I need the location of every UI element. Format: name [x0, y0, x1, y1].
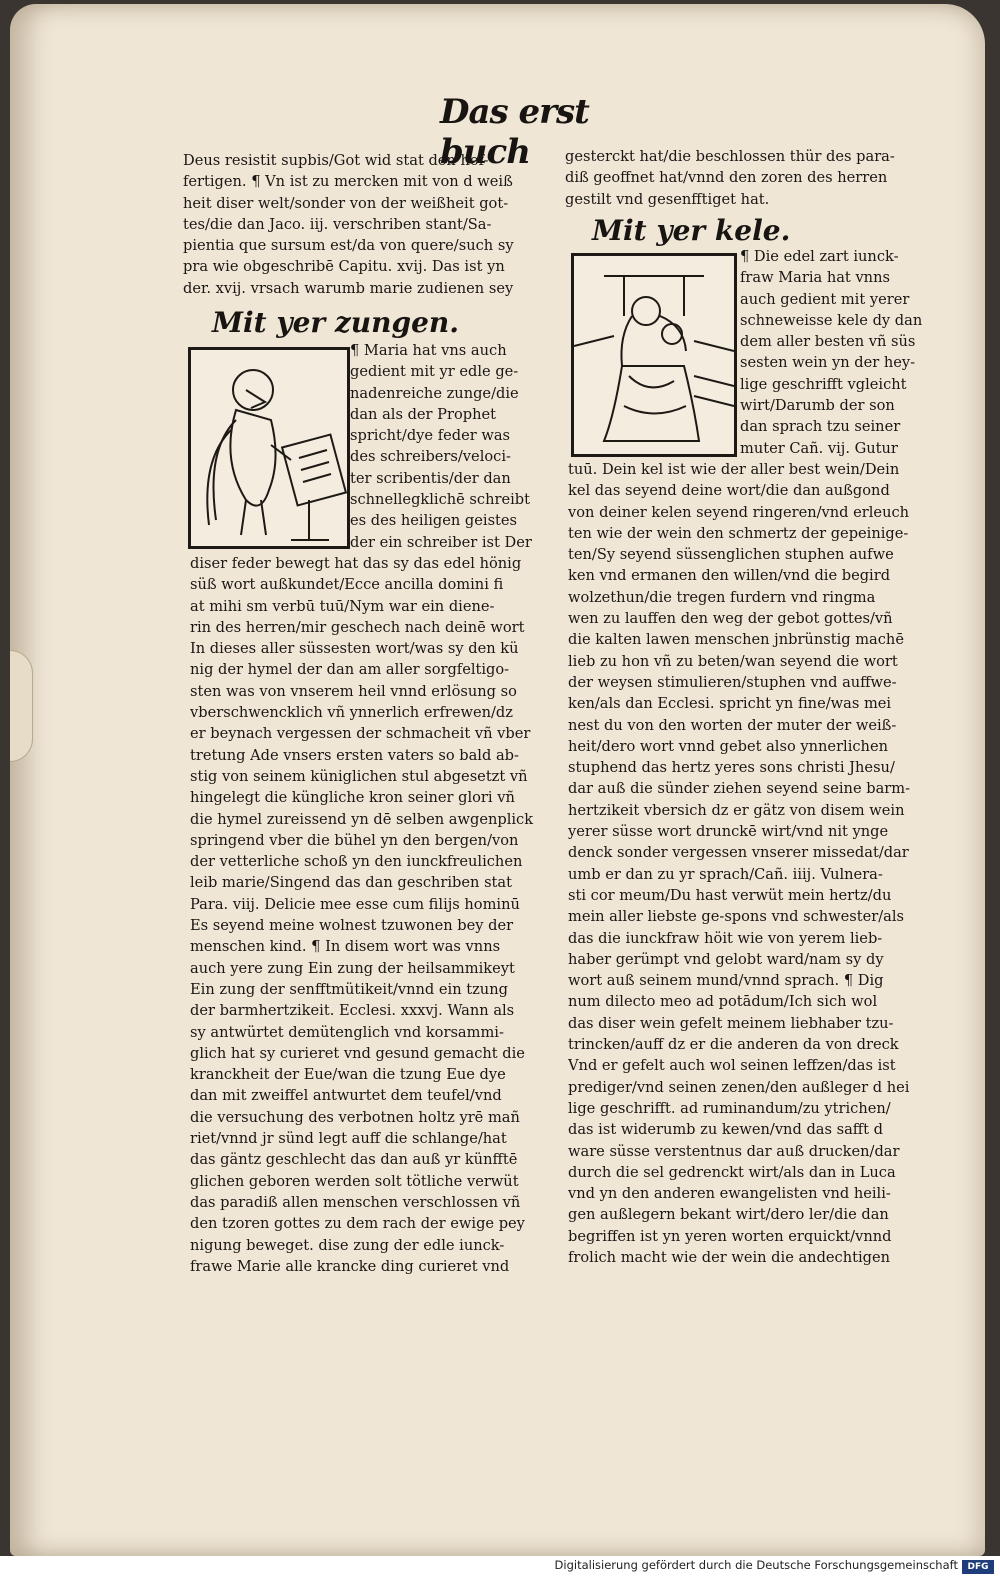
text-line: pientia que sursum est/da von quere/such sy [183, 237, 514, 255]
text-line: fertigen. ¶ Vn ist zu mercken mit von d weiß [183, 173, 513, 191]
text-line: der vetterliche schoß yn den iunckfreulichen [190, 853, 523, 871]
text-line: auch gedient mit yerer [740, 290, 910, 308]
text-line: springend vber die bühel yn den bergen/von [190, 831, 519, 849]
text-line: Es seyend meine wolnest tzuwonen bey der [190, 917, 514, 935]
text-line: es des heiligen geistes [350, 512, 518, 530]
heading-mit-yer-zungen: Mit yer zungen. [212, 306, 460, 339]
text-line: ¶ Maria hat vns auch [350, 342, 507, 359]
text-line: vnd yn den anderen ewangelisten vnd heili- [568, 1185, 891, 1203]
text-line: ter scribentis/der dan [350, 469, 511, 487]
text-line: die kalten lawen menschen jnbrünstig machē [568, 631, 904, 649]
text-line: begriffen ist yn yeren worten erquickt/vnnd [568, 1227, 892, 1245]
text-line: pra wie obgeschribē Capitu. xvij. Das ist yn [183, 258, 505, 276]
left-text-beside-woodcut [350, 340, 545, 553]
text-line: sesten wein yn der hey- [740, 354, 916, 372]
text-line: sy antwürtet demütenglich vnd korsammi- [190, 1023, 504, 1041]
text-line: mein aller liebste ge-spons vnd schwester/als [568, 908, 905, 926]
text-line: wort auß seinem mund/vnnd sprach. ¶ Dig [568, 972, 884, 990]
text-line: muter Cañ. vij. Gutur [740, 439, 898, 457]
text-line: diser feder bewegt hat das sy das edel hönig [190, 555, 522, 572]
text-line: Vnd er gefelt auch wol seinen leffzen/das ist [568, 1057, 896, 1075]
text-line: menschen kind. ¶ In disem wort was vnns [190, 938, 501, 956]
woodcut-virgin-and-child [571, 253, 737, 457]
text-line: glichen geboren werden solt tötliche verwüt [190, 1172, 519, 1190]
text-line: prediger/vnd seinen zenen/den außleger d hei [568, 1078, 910, 1096]
text-line: spricht/dye feder was [350, 427, 511, 445]
right-column-body-text [568, 459, 933, 1268]
text-line: ten/Sy seyend süssenglichen stuphen aufwe [568, 546, 894, 564]
text-line: denck sonder vergessen vnserer missedat/dar [568, 844, 909, 862]
text-line: das diser wein gefelt meinem liebhaber tzu- [568, 1014, 894, 1032]
text-line: des schreibers/veloci- [350, 448, 511, 466]
text-line: wirt/Darumb der son [740, 397, 895, 415]
text-line: dem aller besten vñ süs [740, 333, 916, 351]
text-line: der. xvij. vrsach warumb marie zudienen sey [183, 279, 514, 297]
eagle-illustration [191, 350, 347, 546]
text-line: auch yere zung Ein zung der heilsammikeyt [190, 959, 515, 977]
text-line: von deiner kelen seyend ringeren/vnd erleuch [568, 503, 910, 521]
text-line: süß wort außkundet/Ecce ancilla domini fi [190, 576, 504, 594]
text-line: umb er dan zu yr sprach/Cañ. iiij. Vulnera- [568, 865, 883, 883]
text-line: nig der hymel der dan am aller sorgfeltigo- [190, 661, 510, 679]
text-line: stig von seinem küniglichen stul abgesetzt vñ [190, 767, 528, 785]
text-line: gen außlegern bekant wirt/dero ler/die dan [568, 1206, 889, 1224]
text-line: heit/dero wort vnnd gebet also ynnerlichen [568, 737, 888, 755]
text-line: gesterckt hat/die beschlossen thür des para- [565, 148, 895, 165]
text-line: lieb zu hon vñ zu beten/wan seyend die wort [568, 652, 898, 670]
text-line: gestilt vnd gesenfftiget hat. [565, 190, 770, 208]
text-line: Para. viij. Delicie mee esse cum filijs hominū [190, 895, 520, 913]
woodcut-eagle-evangelist [188, 347, 350, 549]
text-line: dar auß die sünder ziehen seyend seine barm- [568, 780, 911, 798]
text-line: dan als der Prophet [350, 405, 496, 423]
madonna-illustration [574, 256, 734, 454]
dfg-logo: DFG [962, 1560, 994, 1574]
text-line: die versuchung des verbotnen holtz yrē mañ [190, 1108, 520, 1126]
text-line: frolich macht wie der wein die andechtigen [568, 1248, 891, 1266]
text-line: hingelegt die küngliche kron seiner glori vñ [190, 789, 515, 807]
right-text-beside-woodcut [740, 246, 930, 459]
text-line: der barmhertzikeit. Ecclesi. xxxvj. Wann als [190, 1002, 515, 1020]
text-line: der ein schreiber ist Der [350, 533, 532, 551]
text-line: glich hat sy curieret vnd gesund gemacht die [190, 1044, 525, 1062]
text-line: Deus resistit supbis/Got wid stat den hof- [183, 152, 489, 169]
text-line: yerer süsse wort drunckē wirt/vnd nit ynge [568, 823, 889, 841]
text-line: fraw Maria hat vnns [740, 269, 890, 287]
text-line: tretung Ade vnsers ersten vaters so bald ab- [190, 746, 519, 764]
text-line: diß geoffnet hat/vnnd den zoren des herren [565, 169, 888, 187]
left-column-top-text [183, 150, 543, 299]
text-line: haber gerümpt vnd gelobt ward/nam sy dy [568, 950, 884, 968]
text-line: ware süsse verstentnus dar auß drucken/dar [568, 1142, 900, 1160]
text-line: den tzoren gottes zu dem rach der ewige pey [190, 1215, 525, 1233]
text-line: at mihi sm verbū tuū/Nym war ein diene- [190, 597, 495, 615]
text-line: tes/die dan Jaco. iij. verschriben stant/Sa- [183, 215, 492, 233]
text-line: das ist widerumb zu kewen/vnd das safft d [568, 1121, 884, 1139]
footer-credit: Digitalisierung gefördert durch die Deutsche Forschungsgemeinschaft [554, 1558, 958, 1572]
text-line: lige geschrifft. ad ruminandum/zu ytrichen/ [568, 1099, 891, 1117]
text-line: riet/vnnd jr sünd legt auff die schlange/hat [190, 1130, 507, 1148]
text-line: num dilecto meo ad potādum/Ich sich wol [568, 993, 878, 1011]
text-line: trincken/auff dz er die anderen da von dreck [568, 1036, 899, 1054]
text-line: dan mit zweiffel antwurtet dem teufel/vnd [190, 1087, 502, 1105]
text-line: das paradiß allen menschen verschlossen vñ [190, 1193, 521, 1211]
text-line: leib marie/Singend das dan geschriben stat [190, 874, 512, 892]
text-line: nigung beweget. dise zung der edle iunck- [190, 1236, 505, 1254]
text-line: ¶ Die edel zart iunck- [740, 248, 899, 265]
text-line: stuphend das hertz yeres sons christi Jhesu/ [568, 759, 895, 777]
page-edge-tab [10, 650, 33, 762]
text-line: wen zu lauffen den weg der gebot gottes/vñ [568, 610, 893, 628]
text-line: tuū. Dein kel ist wie der aller best wein/Dein [568, 461, 900, 478]
text-line: heit diser welt/sonder von der weißheit got- [183, 194, 509, 212]
text-line: das gäntz geschlecht das dan auß yr künfftē [190, 1151, 518, 1169]
text-line: vberschwencklich vñ ynnerlich erfrewen/dz [190, 704, 513, 722]
heading-mit-yer-kele: Mit yer kele. [592, 214, 791, 247]
text-line: nadenreiche zunge/die [350, 384, 519, 402]
text-line: durch die sel gedrenckt wirt/als dan in Luca [568, 1163, 896, 1181]
text-line: gedient mit yr edle ge- [350, 363, 519, 381]
text-line: ken/als dan Ecclesi. spricht yn fine/was mei [568, 695, 892, 713]
text-line: frawe Marie alle krancke ding curieret vnd [190, 1257, 510, 1275]
text-line: sti cor meum/Du hast verwüt mein hertz/du [568, 886, 892, 904]
text-line: schnellegklichē schreibt [350, 491, 530, 509]
text-line: rin des herren/mir geschech nach deinē wort [190, 618, 525, 636]
text-line: dan sprach tzu seiner [740, 418, 901, 436]
text-line: ten wie der wein den schmertz der gepeinige- [568, 524, 909, 542]
text-line: Ein zung der senfftmütikeit/vnnd ein tzung [190, 980, 508, 998]
text-line: sten was von vnserem heil vnnd erlösung so [190, 682, 517, 700]
text-line: schneweisse kele dy dan [740, 311, 923, 329]
right-column-top-text [565, 146, 925, 210]
text-line: lige geschrifft vgleicht [740, 375, 907, 393]
running-header: Das erst buch [440, 92, 589, 172]
text-line: er beynach vergessen der schmacheit vñ vber [190, 725, 531, 743]
text-line: nest du von den worten der muter der weiß- [568, 716, 897, 734]
text-line: die hymel zureissend yn dē selben awgenplick [190, 810, 534, 828]
text-line: der weysen stimulieren/stuphen vnd auffwe- [568, 673, 897, 691]
text-line: wolzethun/die tregen furdern vnd ringma [568, 588, 876, 606]
text-line: das die iunckfraw höit wie von yerem lieb- [568, 929, 883, 947]
text-line: kranckheit der Eue/wan die tzung Eue dye [190, 1066, 506, 1084]
text-line: In dieses aller süssesten wort/was sy den kü [190, 640, 519, 658]
left-column-body-text [190, 553, 550, 1277]
text-line: ken vnd ermanen den willen/vnd die begird [568, 567, 891, 585]
text-line: hertzikeit vbersich dz er gätz von disem wein [568, 801, 905, 819]
text-line: kel das seyend deine wort/die dan außgond [568, 482, 890, 500]
